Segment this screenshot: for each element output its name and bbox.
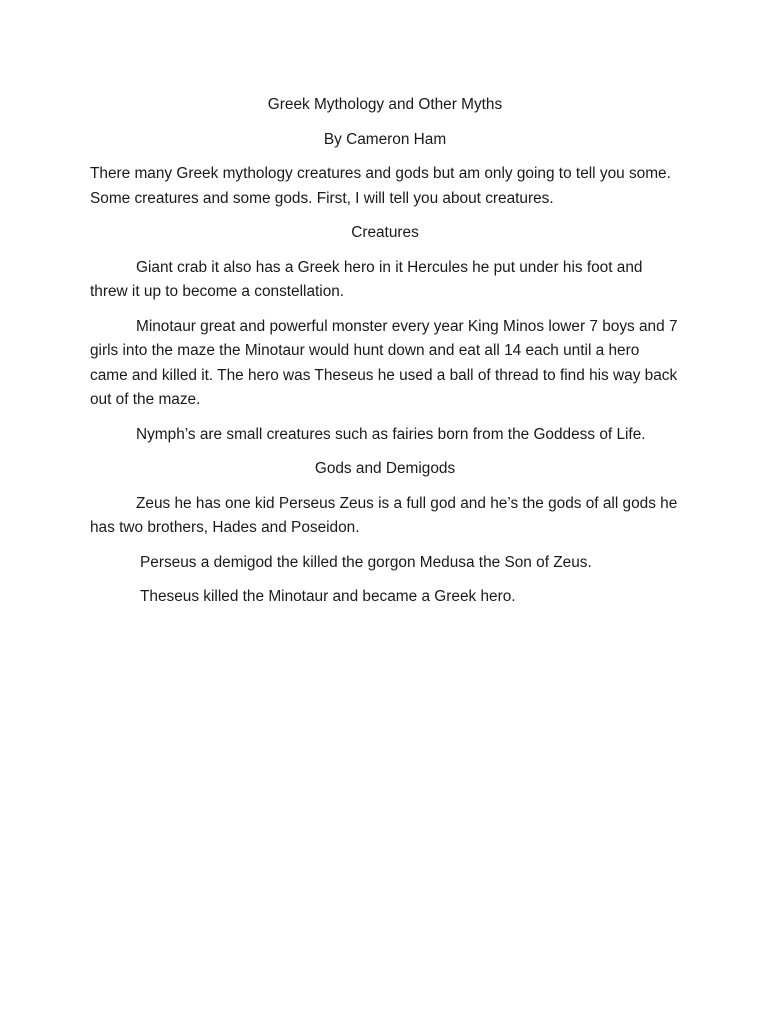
paragraph-zeus: Zeus he has one kid Perseus Zeus is a full god and he’s the gods of all gods he has two brothers, Hades and Poseidon. (90, 494, 678, 536)
paragraph-perseus: Perseus a demigod the killed the gorgon Medusa the Son of Zeus. (140, 553, 592, 571)
intro-paragraph: There many Greek mythology creatures and gods but am only going to tell you some. Some creatures and some gods. First, I will tell you about creatures. (90, 165, 671, 207)
document-byline: By Cameron Ham (323, 130, 447, 148)
paragraph-minotaur: Minotaur great and powerful monster every year King Minos lower 7 boys and 7 girls into the maze the Minotaur would hunt down and eat all 14 each until a hero came and killed it. The hero was Theseus he used a ball of thread to find his way back out of the maze. (90, 317, 678, 408)
paragraph-nymphs: Nymph’s are small creatures such as fairies born from the Goddess of Life. (136, 425, 646, 443)
section-heading-gods: Gods and Demigods (314, 460, 456, 477)
document-title: Greek Mythology and Other Myths (267, 96, 503, 113)
document-body (90, 93, 680, 620)
paragraph-theseus: Theseus killed the Minotaur and became a Greek hero. (140, 588, 516, 605)
section-heading-creatures: Creatures (351, 224, 419, 241)
paragraph-giant-crab: Giant crab it also has a Greek hero in it Hercules he put under his foot and threw it up to become a constellation. (90, 258, 643, 300)
